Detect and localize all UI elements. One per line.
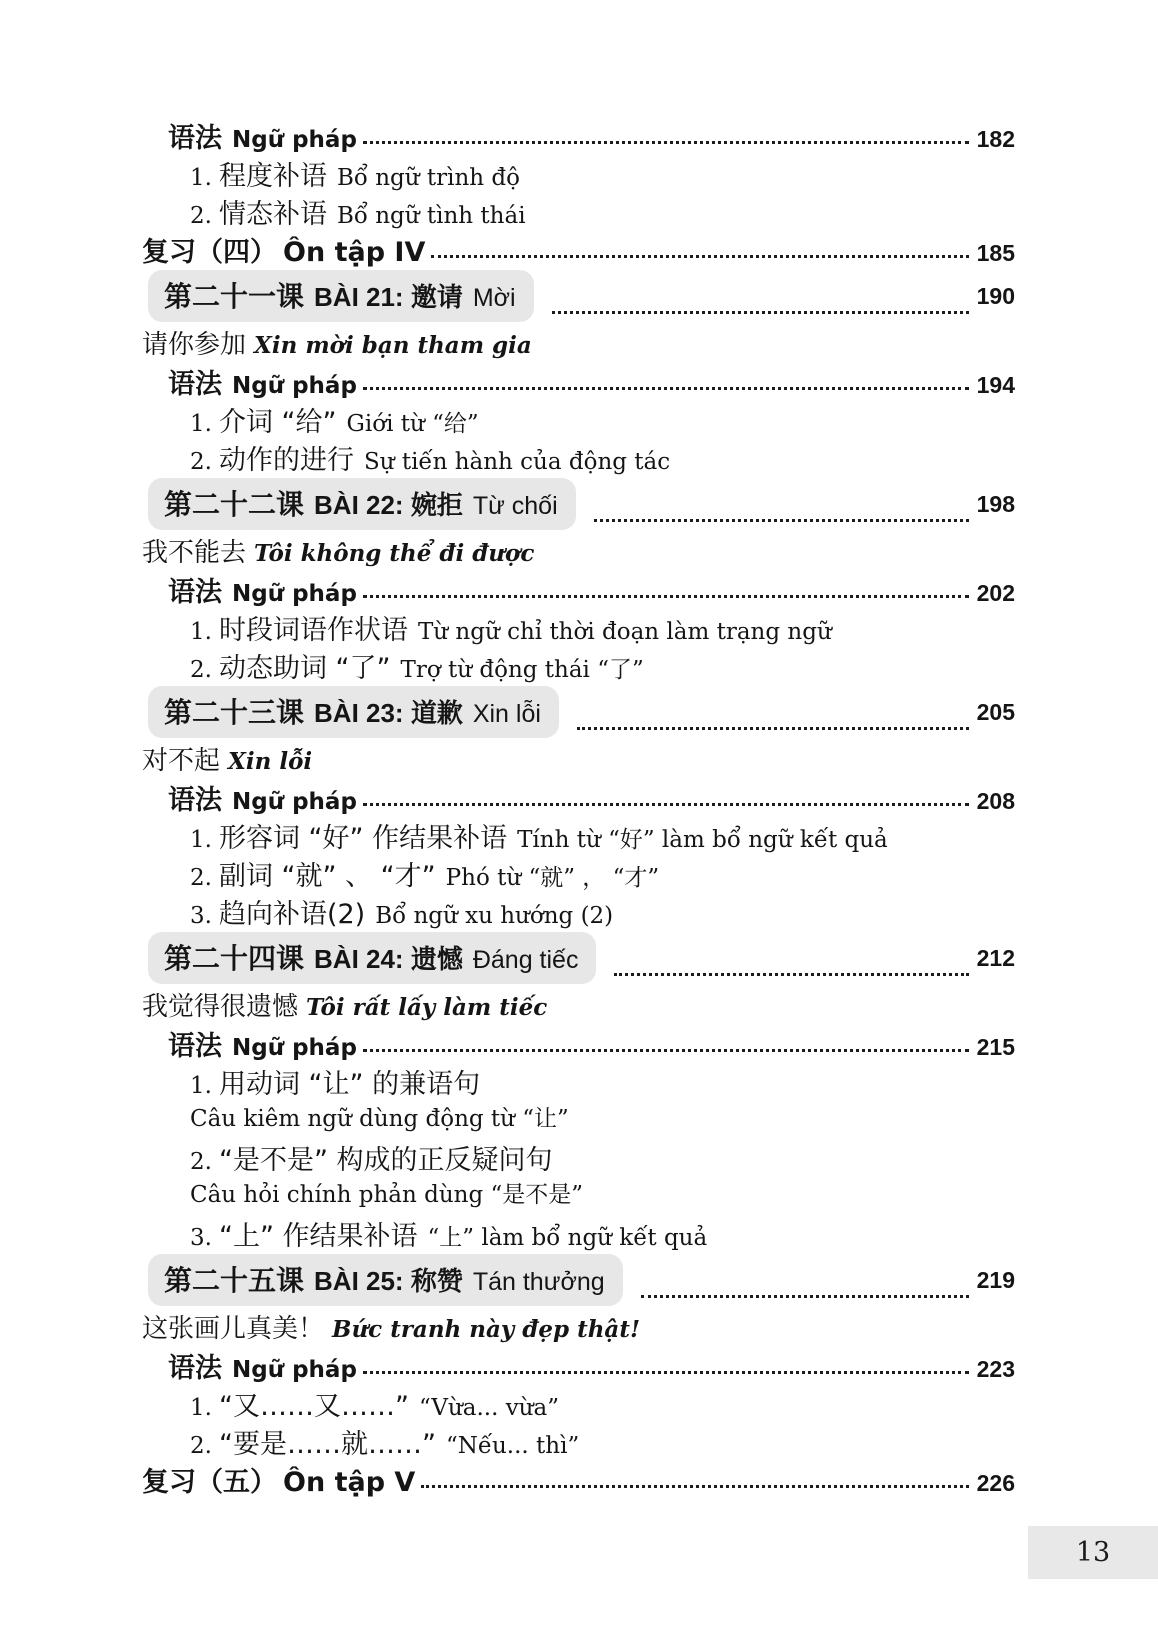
toc-row-title: [142, 532, 534, 569]
vietnamese-text: Mời: [472, 284, 516, 312]
toc-row-sentence-6: [140, 324, 1015, 362]
page-number: 215: [976, 1034, 1015, 1060]
chinese-text: 语法: [168, 1353, 222, 1384]
toc-row-title: [190, 1176, 583, 1209]
page-number: 223: [976, 1356, 1015, 1382]
item-number: 2.: [190, 203, 212, 229]
vietnamese-text: Bức tranh này đẹp thật!: [332, 1316, 641, 1343]
lesson-label: BÀI 25: 称赞: [314, 1266, 463, 1296]
vietnamese-text: Ngữ pháp: [232, 581, 357, 607]
page-number: 205: [976, 698, 1015, 725]
dotted-leader: [641, 1295, 969, 1298]
chinese-text: 介词 “给”: [218, 407, 337, 438]
toc-row-title: [190, 646, 644, 685]
toc-row-title: [142, 1308, 640, 1345]
item-number: 3.: [190, 1225, 212, 1251]
item-number: 2.: [190, 1149, 212, 1175]
vietnamese-text: Câu kiêm ngữ dùng động từ “让”: [190, 1106, 569, 1132]
vietnamese-text: “Nếu... thì”: [445, 1433, 580, 1459]
chinese-text: 第二十三课: [164, 696, 305, 729]
vietnamese-text: Ngữ pháp: [232, 1357, 357, 1383]
footer-page-badge: [1028, 1526, 1158, 1579]
item-number: 2.: [190, 657, 212, 683]
chinese-text: 情态补语: [218, 199, 327, 230]
dotted-leader: [552, 311, 969, 314]
toc-row-title: [148, 478, 576, 530]
toc-row-title: [190, 1214, 707, 1253]
toc-row-title: [148, 1254, 623, 1306]
toc-row-grammar-12: [140, 570, 1015, 608]
chinese-text: 动态助词 “了”: [218, 653, 391, 684]
toc-row-grammar-1: [140, 116, 1015, 154]
vietnamese-text: Bổ ngữ xu hướng (2): [375, 903, 614, 929]
lesson-label: BÀI 22: 婉拒: [314, 490, 463, 520]
chinese-text: 复习（四）: [142, 237, 277, 268]
toc-row-title: [190, 154, 520, 193]
toc-row-title: [190, 1100, 569, 1133]
vietnamese-text: Tán thưởng: [472, 1268, 605, 1296]
dotted-leader: [594, 519, 969, 522]
chinese-text: 语法: [168, 577, 222, 608]
toc-row-title: [190, 892, 613, 931]
dotted-leader: [614, 973, 968, 976]
vietnamese-text: Câu hỏi chính phản dùng “是不是”: [190, 1182, 584, 1208]
toc-row-title: [168, 1346, 357, 1385]
vietnamese-text: Giới từ “给”: [346, 411, 479, 437]
toc-row-title: [190, 608, 832, 647]
vietnamese-text: Trợ từ động thái “了”: [400, 657, 644, 683]
chinese-text: 我不能去: [142, 538, 247, 568]
toc-row-item-20: [140, 892, 1015, 930]
toc-row-lesson-15: [140, 684, 1015, 740]
toc-row-item-26: [140, 1138, 1015, 1176]
toc-row-item-8: [140, 400, 1015, 438]
toc-row-title: [190, 192, 526, 231]
toc-row-item-14: [140, 646, 1015, 684]
toc-row-item-2: [140, 154, 1015, 192]
chinese-text: 这张画儿真美！: [142, 1314, 325, 1344]
toc-row-title: [190, 400, 479, 439]
vietnamese-text: Bổ ngữ trình độ: [336, 165, 520, 191]
item-number: 1.: [190, 827, 212, 853]
toc-row-title: [168, 778, 357, 817]
chinese-text: 我觉得很遗憾: [142, 992, 299, 1022]
vietnamese-text: Ôn tập V: [283, 1467, 416, 1498]
toc-row-lesson-10: [140, 476, 1015, 532]
toc-row-lesson-5: [140, 268, 1015, 324]
toc-row-title: [168, 1024, 357, 1063]
vietnamese-text: “Vừa... vừa”: [418, 1395, 559, 1421]
vietnamese-text: Tôi không thể đi được: [254, 540, 535, 567]
toc-row-title: [142, 324, 532, 361]
chinese-text: 趋向补语(2): [218, 899, 366, 930]
toc-row-title: [190, 438, 670, 477]
chinese-text: 第二十二课: [164, 488, 305, 521]
toc-row-sentence-30: [140, 1308, 1015, 1346]
chinese-text: 语法: [168, 123, 222, 154]
dotted-leader: [363, 1049, 969, 1052]
vietnamese-text: Tôi rất lấy làm tiếc: [306, 994, 548, 1021]
chinese-text: 第二十四课: [164, 942, 305, 975]
dotted-leader: [363, 141, 969, 144]
footer-page-number: 13: [1075, 1537, 1111, 1568]
chinese-text: 用动词 “让” 的兼语句: [218, 1069, 481, 1100]
toc-row-grammar-31: [140, 1346, 1015, 1384]
chinese-text: 第二十一课: [164, 280, 305, 313]
chinese-text: 对不起: [142, 746, 221, 776]
toc-row-grammar-17: [140, 778, 1015, 816]
toc-row-title: [148, 270, 534, 322]
vietnamese-text: Ôn tập IV: [283, 237, 426, 268]
dotted-leader: [363, 387, 969, 390]
toc-row-lesson-29: [140, 1252, 1015, 1308]
toc-row-title: [190, 816, 888, 855]
toc-row-item-9: [140, 438, 1015, 476]
vietnamese-text: Từ ngữ chỉ thời đoạn làm trạng ngữ: [417, 619, 832, 645]
toc-row-item-13: [140, 608, 1015, 646]
vietnamese-text: Ngữ pháp: [232, 1035, 357, 1061]
toc-row-item-28: [140, 1214, 1015, 1252]
dotted-leader: [363, 803, 969, 806]
item-number: 1.: [190, 1073, 212, 1099]
item-number: 1.: [190, 411, 212, 437]
toc-list: [140, 116, 1015, 1498]
toc-row-sentence-22: [140, 986, 1015, 1024]
toc-row-title: [190, 854, 659, 893]
toc-row-title: [142, 1460, 415, 1499]
dotted-leader: [421, 1485, 968, 1488]
item-number: 1.: [190, 619, 212, 645]
toc-row-title: [190, 1062, 490, 1101]
toc-row-title: [168, 116, 357, 155]
toc-row-lesson-21: [140, 930, 1015, 986]
toc-row-title: [148, 932, 596, 984]
item-number: 2.: [190, 449, 212, 475]
toc-row-title: [142, 986, 547, 1023]
item-number: 2.: [190, 865, 212, 891]
item-number: 1.: [190, 1395, 212, 1421]
page-number: 208: [976, 788, 1015, 814]
toc-row-grammar-7: [140, 362, 1015, 400]
page-number: 212: [976, 944, 1015, 971]
toc-row-title: [148, 686, 559, 738]
page-number: 198: [976, 490, 1015, 517]
toc-row-title: [142, 740, 312, 777]
chinese-text: “要是……就……”: [218, 1429, 436, 1460]
chinese-text: “是不是” 构成的正反疑问句: [218, 1145, 553, 1176]
toc-row-sentence-11: [140, 532, 1015, 570]
item-number: 3.: [190, 903, 212, 929]
toc-row-title: [168, 570, 357, 609]
page-number: 219: [976, 1266, 1015, 1293]
toc-row-review-4: [140, 230, 1015, 268]
vietnamese-text: Tính từ “好” làm bổ ngữ kết quả: [517, 827, 888, 853]
toc-row-title: [168, 362, 357, 401]
toc-row-title: [142, 230, 425, 269]
page-number: 182: [976, 126, 1015, 152]
toc-row-item-24: [140, 1062, 1015, 1100]
page-number: 190: [976, 282, 1015, 309]
toc-row-item-33: [140, 1422, 1015, 1460]
vietnamese-text: Sự tiến hành của động tác: [363, 449, 671, 475]
vietnamese-text: Ngữ pháp: [232, 789, 357, 815]
chinese-text: 语法: [168, 369, 222, 400]
page-number: 194: [976, 372, 1015, 398]
vietnamese-text: “上” làm bổ ngữ kết quả: [427, 1225, 708, 1251]
toc-row-review-34: [140, 1460, 1015, 1498]
vietnamese-text: Phó từ “就” ， “才”: [445, 865, 660, 891]
chinese-text: 时段词语作状语: [218, 615, 408, 646]
chinese-text: 形容词 “好” 作结果补语: [218, 823, 508, 854]
lesson-label: BÀI 23: 道歉: [314, 698, 463, 728]
toc-row-title: [190, 1138, 563, 1177]
dotted-leader: [363, 595, 969, 598]
toc-row-title: [190, 1384, 559, 1423]
toc-row-item-19: [140, 854, 1015, 892]
vietnamese-text: Xin lỗi: [228, 748, 313, 775]
vietnamese-text: Xin mời bạn tham gia: [254, 332, 532, 359]
vietnamese-text: Xin lỗi: [472, 700, 541, 728]
chinese-text: 语法: [168, 1031, 222, 1062]
chinese-text: 副词 “就” 、 “才”: [218, 861, 436, 892]
chinese-text: 请你参加: [142, 330, 247, 360]
toc-row-title: [190, 1422, 579, 1461]
page-number: 185: [976, 240, 1015, 266]
dotted-leader: [431, 255, 968, 258]
toc-row-viet-25: [140, 1100, 1015, 1138]
toc-row-grammar-23: [140, 1024, 1015, 1062]
vietnamese-text: Từ chối: [472, 492, 558, 520]
toc-row-viet-27: [140, 1176, 1015, 1214]
vietnamese-text: Đáng tiếc: [472, 946, 579, 974]
chinese-text: 动作的进行: [218, 445, 354, 476]
lesson-label: BÀI 24: 遗憾: [314, 944, 463, 974]
chinese-text: 语法: [168, 785, 222, 816]
chinese-text: 程度补语: [218, 161, 327, 192]
vietnamese-text: Ngữ pháp: [232, 127, 357, 153]
chinese-text: “又……又……”: [218, 1391, 409, 1422]
chinese-text: 复习（五）: [142, 1467, 277, 1498]
vietnamese-text: Ngữ pháp: [232, 373, 357, 399]
page-number: 202: [976, 580, 1015, 606]
dotted-leader: [577, 727, 969, 730]
vietnamese-text: Bổ ngữ tình thái: [336, 203, 526, 229]
item-number: 1.: [190, 165, 212, 191]
toc-row-item-32: [140, 1384, 1015, 1422]
toc-row-sentence-16: [140, 740, 1015, 778]
page-number: 226: [976, 1470, 1015, 1496]
chinese-text: “上” 作结果补语: [218, 1221, 418, 1252]
lesson-label: BÀI 21: 邀请: [314, 282, 463, 312]
chinese-text: 第二十五课: [164, 1264, 305, 1297]
toc-row-item-3: [140, 192, 1015, 230]
dotted-leader: [363, 1371, 969, 1374]
item-number: 2.: [190, 1433, 212, 1459]
toc-row-item-18: [140, 816, 1015, 854]
